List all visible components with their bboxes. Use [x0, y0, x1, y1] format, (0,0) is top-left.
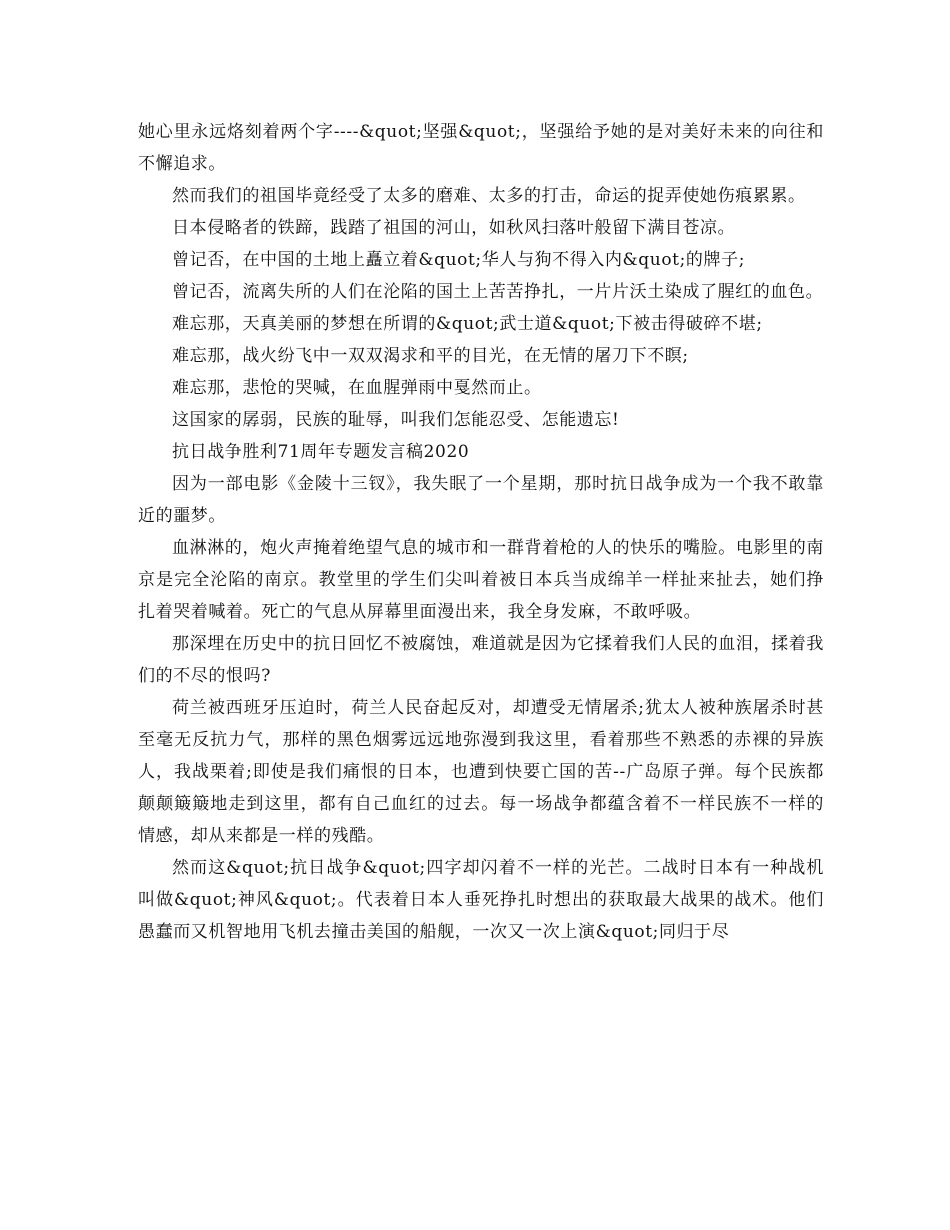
paragraph-7: 难忘那，战火纷飞中一双双渴求和平的目光，在无情的屠刀下不瞑; [172, 346, 689, 366]
paragraph-1: 她心里永远烙刻着两个字----&quot;坚强&quot;，坚强给予她的是对美好未来的向往和不懈追求。 [138, 122, 824, 174]
section-heading: 抗日战争胜利71周年专题发言稿2020 [172, 442, 470, 462]
paragraph-3: 日本侵略者的铁蹄，践踏了祖国的河山，如秋风扫落叶般留下满目苍凉。 [172, 218, 736, 238]
paragraph-15: 然而这&quot;抗日战争&quot;四字却闪着不一样的光芒。二战时日本有一种战机叫做&quot;神风&quot;。代表着日本人垂死挣扎时想出的获取最大战果的战术。他们愚蠢而又机智地用飞机去撞击美国的船舰，一次又一次上演&quot;同归于尽 [138, 858, 824, 942]
paragraph-11: 因为一部电影《金陵十三钗》，我失眠了一个星期，那时抗日战争成为一个我不敢靠近的噩梦。 [138, 474, 824, 526]
paragraph-6: 难忘那，天真美丽的梦想在所谓的&quot;武士道&quot;下被击得破碎不堪; [172, 314, 763, 334]
paragraph-8: 难忘那，悲怆的哭喊，在血腥弹雨中戛然而止。 [172, 378, 542, 398]
paragraph-12: 血淋淋的，炮火声掩着绝望气息的城市和一群背着枪的人的快乐的嘴脸。电影里的南京是完全沦陷的南京。教堂里的学生们尖叫着被日本兵当成绵羊一样扯来扯去，她们挣扎着哭着喊着。死亡的气息从屏幕里面漫出来，我全身发麻，不敢呼吸。 [138, 538, 824, 622]
paragraph-13: 那深埋在历史中的抗日回忆不被腐蚀，难道就是因为它揉着我们人民的血泪，揉着我们的不尽的恨吗? [138, 634, 824, 686]
paragraph-2: 然而我们的祖国毕竟经受了太多的磨难、太多的打击，命运的捉弄使她伤痕累累。 [172, 186, 806, 206]
paragraph-9: 这国家的孱弱，民族的耻辱，叫我们怎能忍受、怎能遗忘! [172, 410, 620, 430]
paragraph-14: 荷兰被西班牙压迫时，荷兰人民奋起反对，却遭受无情屠杀;犹太人被种族屠杀时甚至毫无反抗力气，那样的黑色烟雾远远地弥漫到我这里，看着那些不熟悉的赤裸的异族人，我战栗着;即使是我们痛恨的日本，也遭到快要亡国的苦--广岛原子弹。每个民族都颠颠簸簸地走到这里，都有自己血红的过去。每一场战争都蕴含着不一样民族不一样的情感，却从来都是一样的残酷。 [138, 698, 824, 846]
paragraph-5: 曾记否，流离失所的人们在沦陷的国土上苦苦挣扎，一片片沃土染成了腥红的血色。 [172, 282, 824, 302]
paragraph-4: 曾记否，在中国的土地上矗立着&quot;华人与狗不得入内&quot;的牌子; [172, 250, 746, 270]
document-body [138, 116, 824, 948]
